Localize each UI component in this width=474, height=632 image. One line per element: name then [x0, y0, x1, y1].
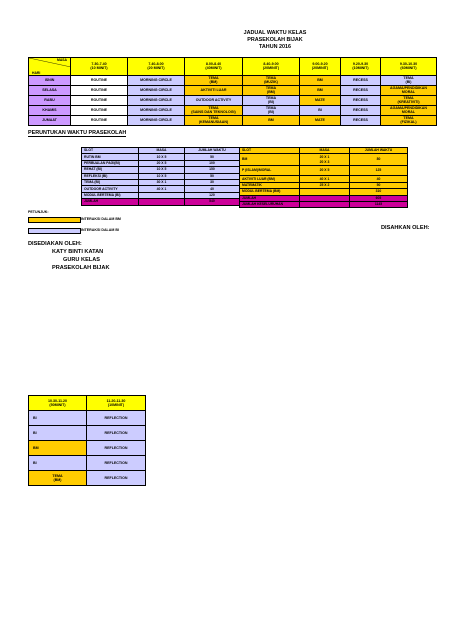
time-cell: 40 X 1 [300, 176, 350, 182]
document-title [210, 30, 340, 51]
total-cell: 125 [350, 166, 408, 176]
time-cell: 10 X 5 [139, 173, 185, 179]
time-cell: 30 X 1 [139, 179, 185, 185]
timetable-cell: MATE [300, 115, 341, 125]
time-cell: 10 X 5 [139, 167, 185, 173]
total-cell: 150 [185, 167, 240, 173]
subject-cell: TEMA (BM) [29, 471, 87, 486]
total-cell: 120 [185, 192, 240, 198]
total-cell: 30 [185, 179, 240, 185]
col-header: JUMLAH WAKTU [350, 148, 408, 154]
slot-cell: P (ISLAM)/MORAL [240, 166, 300, 176]
timetable-cell: ROUTINE [71, 75, 128, 85]
slot-cell: BM [240, 154, 300, 166]
timetable-cell: BI [300, 105, 341, 115]
day-cell: SELASA [29, 85, 71, 95]
timetable-cell: MORNING CIRCLE [128, 75, 185, 85]
corner-time-label: MASA [57, 58, 67, 62]
allocation-heading: PERUNTUKAN WAKTU PRASEKOLAH [28, 130, 127, 136]
total-cell: 50 [350, 182, 408, 188]
slot-cell: MODUL BERTEMA (BM) [240, 189, 300, 195]
time-cell: 40 X 1 [139, 186, 185, 192]
table-row [29, 441, 146, 456]
timetable-cell: RECESS [341, 105, 381, 115]
timetable-cell: BM [243, 115, 300, 125]
grand-total-value: 1145 [350, 201, 408, 207]
time-cell: 25 X 2 [300, 182, 350, 188]
total-cell: 310 [350, 189, 408, 195]
timetable-cell: RECESS [341, 75, 381, 85]
timetable-cell: MATE [300, 95, 341, 105]
total-cell: 50 [185, 173, 240, 179]
subject-cell: BI [29, 426, 87, 441]
legend-swatch-bi [28, 228, 81, 234]
timetable-cell: RECESS [341, 115, 381, 125]
slot-cell: REFLEKSI (BI) [82, 173, 139, 179]
timetable-cell: TEMA (KREATIVITI) [381, 95, 437, 105]
table-row-total [82, 199, 240, 205]
slot-header: 9.00-9.20 (20MINIT) [300, 58, 341, 76]
total-cell: 80 [350, 154, 408, 166]
table-row [29, 411, 146, 426]
timetable-cell: ROUTINE [71, 105, 128, 115]
table-row [29, 471, 146, 486]
afternoon-table [28, 395, 146, 486]
timetable-cell: AKTIVITI LUAR [185, 85, 243, 95]
timetable-cell: RECESS [341, 95, 381, 105]
allocation-table-bm [239, 147, 408, 208]
corner-day-label: HARI [32, 70, 41, 75]
table-row [240, 154, 408, 166]
slot-header: 9.30-10.30 (60MINIT) [381, 58, 437, 76]
timetable-cell: ROUTINE [71, 95, 128, 105]
legend-text-bi: INTERAKSI DALAM BI [81, 228, 119, 232]
total-label: JUMLAH [82, 199, 139, 205]
slot-header: 7.30-7.40 (10 MINIT) [71, 58, 128, 76]
title-line-2: PRASEKOLAH BIJAK [247, 37, 303, 43]
time-cell: 20 X 5 [300, 166, 350, 176]
time-cell [139, 199, 185, 205]
col-header: MASA [139, 148, 185, 154]
day-cell: RABU [29, 95, 71, 105]
timetable-cell: TEMA (BM) [185, 75, 243, 85]
total-label: JUMLAH [240, 195, 300, 201]
subject-cell: BM [29, 441, 87, 456]
slot-header: 8.00-8.40 (40MINIT) [185, 58, 243, 76]
col-header: JUMLAH WAKTU [185, 148, 240, 154]
activity-cell: REFLECTION [87, 471, 146, 486]
timetable-cell: TEMA (FIZIKAL) [381, 115, 437, 125]
timetable-corner [29, 58, 71, 76]
slot-cell: OUTDOOR ACTIVITY [82, 186, 139, 192]
legend-swatch-bm [28, 217, 81, 223]
legend-label: PETUNJUK: [28, 210, 49, 214]
timetable-cell: RECESS [341, 85, 381, 95]
teacher-role: GURU KELAS [63, 257, 100, 263]
timetable-cell: TEMA (MUZIK) [243, 75, 300, 85]
col-header: MASA [300, 148, 350, 154]
timetable [28, 57, 437, 126]
timetable-cell: MORNING CIRCLE [128, 105, 185, 115]
timetable-cell: BM [300, 85, 341, 95]
timetable-cell: TEMA (BI) [243, 105, 300, 115]
slot-header: 11.20-11.30 (10MINIT) [87, 396, 146, 411]
timetable-cell: AGAMA/PENDIDIKAN MORAL [381, 105, 437, 115]
class-name: PRASEKOLAH BIJAK [52, 265, 110, 271]
slot-cell: MATEMATIK [240, 182, 300, 188]
slot-header: 7.40-8.00 (20 MINIT) [128, 58, 185, 76]
grand-total-label: JUMLAH KESELURUHAN [240, 201, 300, 207]
timetable-cell: AGAMA/PENDIDIKAN MORAL [381, 85, 437, 95]
time-cell [300, 201, 350, 207]
time-cell: 20 X 1 20 X 3 [300, 154, 350, 166]
total-cell: 40 [185, 186, 240, 192]
timetable-cell: MORNING CIRCLE [128, 95, 185, 105]
timetable-cell: ROUTINE [71, 115, 128, 125]
prepared-label: DISEDIAKAN OLEH: [28, 241, 82, 247]
title-line-1: JADUAL WAKTU KELAS [243, 30, 307, 36]
activity-cell: REFLECTION [87, 426, 146, 441]
timetable-cell: TEMA (BI) [381, 75, 437, 85]
timetable-cell: OUTDOOR ACTIVITY [185, 95, 243, 105]
timetable-row [29, 115, 437, 125]
day-cell: JUMAAT [29, 115, 71, 125]
subject-cell: BI [29, 411, 87, 426]
table-row-grand-total [240, 201, 408, 207]
time-cell: 20 X 5 [139, 160, 185, 166]
time-cell: 10 X 5 [139, 154, 185, 160]
table-row [240, 166, 408, 176]
total-cell: 50 [185, 154, 240, 160]
timetable-cell: TEMA (KEMANUSIAAN) [185, 115, 243, 125]
timetable-row [29, 85, 437, 95]
slot-header: 10.30-11.20 (50MINIT) [29, 396, 87, 411]
total-value: 605 [350, 195, 408, 201]
slot-cell: PERBUALAN PAGI(BI) [82, 160, 139, 166]
subject-cell: BI [29, 456, 87, 471]
col-header: SLOT [82, 148, 139, 154]
slot-cell: MODUL BERTEMA (BI) [82, 192, 139, 198]
slot-cell: REHAT (BI) [82, 167, 139, 173]
table-row [29, 456, 146, 471]
timetable-cell: BM [300, 75, 341, 85]
total-cell: 40 [350, 176, 408, 182]
timetable-row [29, 75, 437, 85]
day-cell: KHAMIS [29, 105, 71, 115]
legend-text-bm: INTERAKSI DALAM BM [81, 217, 121, 221]
timetable-cell: MORNING CIRCLE [128, 115, 185, 125]
teacher-name: KATY BINTI KATAN [52, 249, 104, 255]
slot-cell: RUTIN BM [82, 154, 139, 160]
timetable-row [29, 95, 437, 105]
timetable-cell: ROUTINE [71, 85, 128, 95]
total-value: 540 [185, 199, 240, 205]
col-header: SLOT [240, 148, 300, 154]
approval-label: DISAHKAN OLEH: [381, 225, 430, 231]
timetable-cell: TEMA (SAINS DAN TEKNOLOGI) [185, 105, 243, 115]
timetable-cell: TEMA (BM) [243, 85, 300, 95]
total-cell: 100 [185, 160, 240, 166]
slot-header: 8.40-9.00 (20MINIT) [243, 58, 300, 76]
slot-cell: TEMA (BI) [82, 179, 139, 185]
table-row [29, 426, 146, 441]
timetable-cell: MORNING CIRCLE [128, 85, 185, 95]
activity-cell: REFLECTION [87, 441, 146, 456]
timetable-row [29, 105, 437, 115]
day-cell: ISNIN [29, 75, 71, 85]
allocation-table-bi [81, 147, 240, 206]
timetable-cell: TEMA (BI) [243, 95, 300, 105]
title-line-3: TAHUN 2016 [259, 44, 291, 50]
slot-header: 9.20-9.30 (10MINIT) [341, 58, 381, 76]
slot-cell: AKTIVITI LUAR (BM) [240, 176, 300, 182]
activity-cell: REFLECTION [87, 411, 146, 426]
activity-cell: REFLECTION [87, 456, 146, 471]
prepared-block [28, 240, 178, 272]
